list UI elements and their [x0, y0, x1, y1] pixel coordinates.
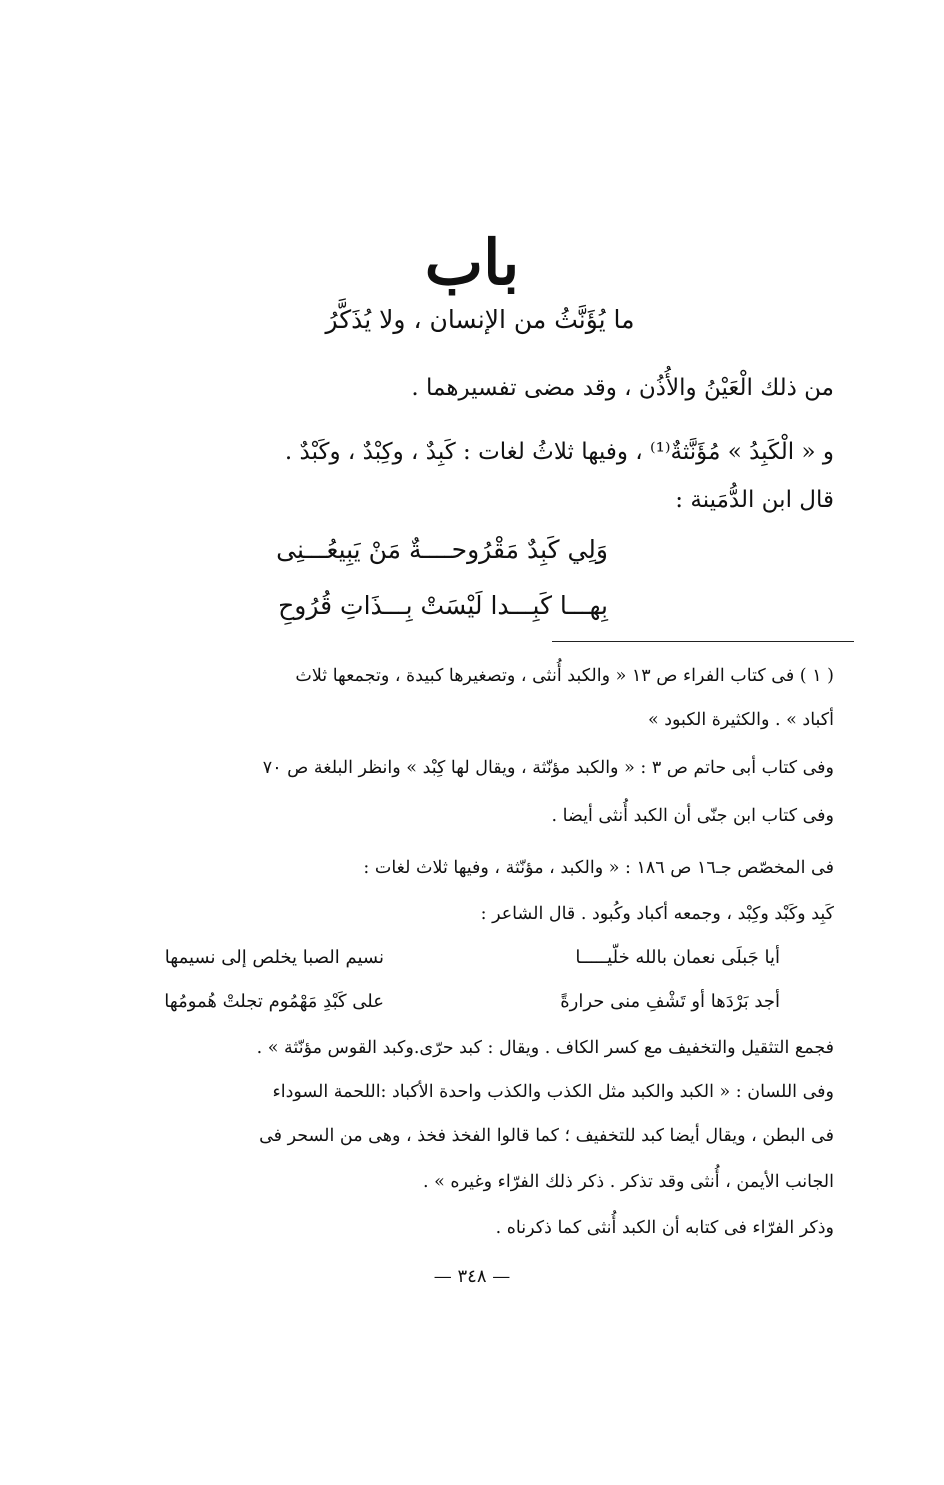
body-line: و « الْكَبِدُ » مُؤَنَّثةٌ⁽¹⁾ ، وفيها ثلاثُ لغات : كَبِدٌ ، وكِبْدٌ ، وكَبْدٌ .: [284, 439, 834, 465]
chapter-title: باب: [424, 226, 520, 299]
footnote-line: ( ١ ) فى كتاب الفراء ص ١٣ « والكبد أُنثى ، وتصغيرها كبيدة ، وتجمعها ثلاث: [295, 666, 834, 686]
footnote-line: أكباد » . والكثيرة الكبود »: [647, 710, 834, 730]
verse-hemistich-first: وَلِي كَبِدٌ مَقْرُوحــــةٌ مَنْ يَبِيعُـــنِى: [276, 535, 608, 564]
footnote-verse-second: نسيم الصبا يخلص إلى نسيمها: [164, 947, 384, 968]
footnote-line: فى المخصّص جـ١٦ ص ١٨٦ : « والكبد ، مؤنّثة ، وفيها ثلاث لغات :: [363, 858, 834, 878]
footnote-verse-second: على كَبْدِ مَهْمُوم تجلتْ هُمومُها: [164, 991, 384, 1012]
footnote-line: وذكر الفرّاء فى كتابه أن الكبد أُنثى كما ذكرناه .: [495, 1218, 834, 1238]
footnote-line: كَبِد وكَبْد وكِبْد ، وجمعه أكباد وكُبود . قال الشاعر :: [480, 904, 834, 924]
footnote-separator: [552, 641, 854, 642]
footnote-line: فجمع التثقيل والتخفيف مع كسر الكاف . ويقال : كبد حرّى.وكبد القوس مؤنّثة » .: [256, 1038, 834, 1058]
body-line: من ذلك الْعَيْنُ والأُذُن ، وقد مضى تفسيرهما .: [411, 375, 834, 401]
footnote-verse-first: أجد بَرْدَها أو تَشْفِ منى حرارةً: [560, 991, 780, 1012]
body-line: قال ابن الدُّمَينة :: [675, 487, 834, 513]
verse-hemistich-second: بِهـــا كَبِـــدا لَيْسَتْ بِـــذَاتِ قُرُوحِ: [278, 591, 608, 620]
footnote-line: وفى كتاب ابن جنّى أن الكبد أُنثى أيضا .: [551, 806, 834, 826]
page-number: — ٣٤٨ —: [433, 1266, 511, 1287]
footnote-verse-first: أيا جَبلَى نعمان بالله خلّيـــــا: [575, 947, 780, 968]
footnote-line: فى البطن ، ويقال أيضا كبد للتخفيف ؛ كما قالوا الفخذ فخذ ، وهى من السحر فى: [259, 1126, 834, 1146]
chapter-subtitle: ما يُؤَنَّثُ من الإنسان ، ولا يُذَكَّرُ: [325, 305, 635, 334]
footnote-line: الجانب الأيمن ، أُنثى وقد تذكر . ذكر ذلك الفرّاء وغيره » .: [422, 1172, 834, 1192]
footnote-line: وفى كتاب أبى حاتم ص ٣ : « والكبد مؤنّثة ، ويقال لها كِبْد » وانظر البلغة ص ٧٠: [262, 758, 834, 778]
footnote-line: وفى اللسان : « الكبد والكبد مثل الكذب والكذب واحدة الأكباد :اللحمة السوداء: [272, 1082, 834, 1102]
